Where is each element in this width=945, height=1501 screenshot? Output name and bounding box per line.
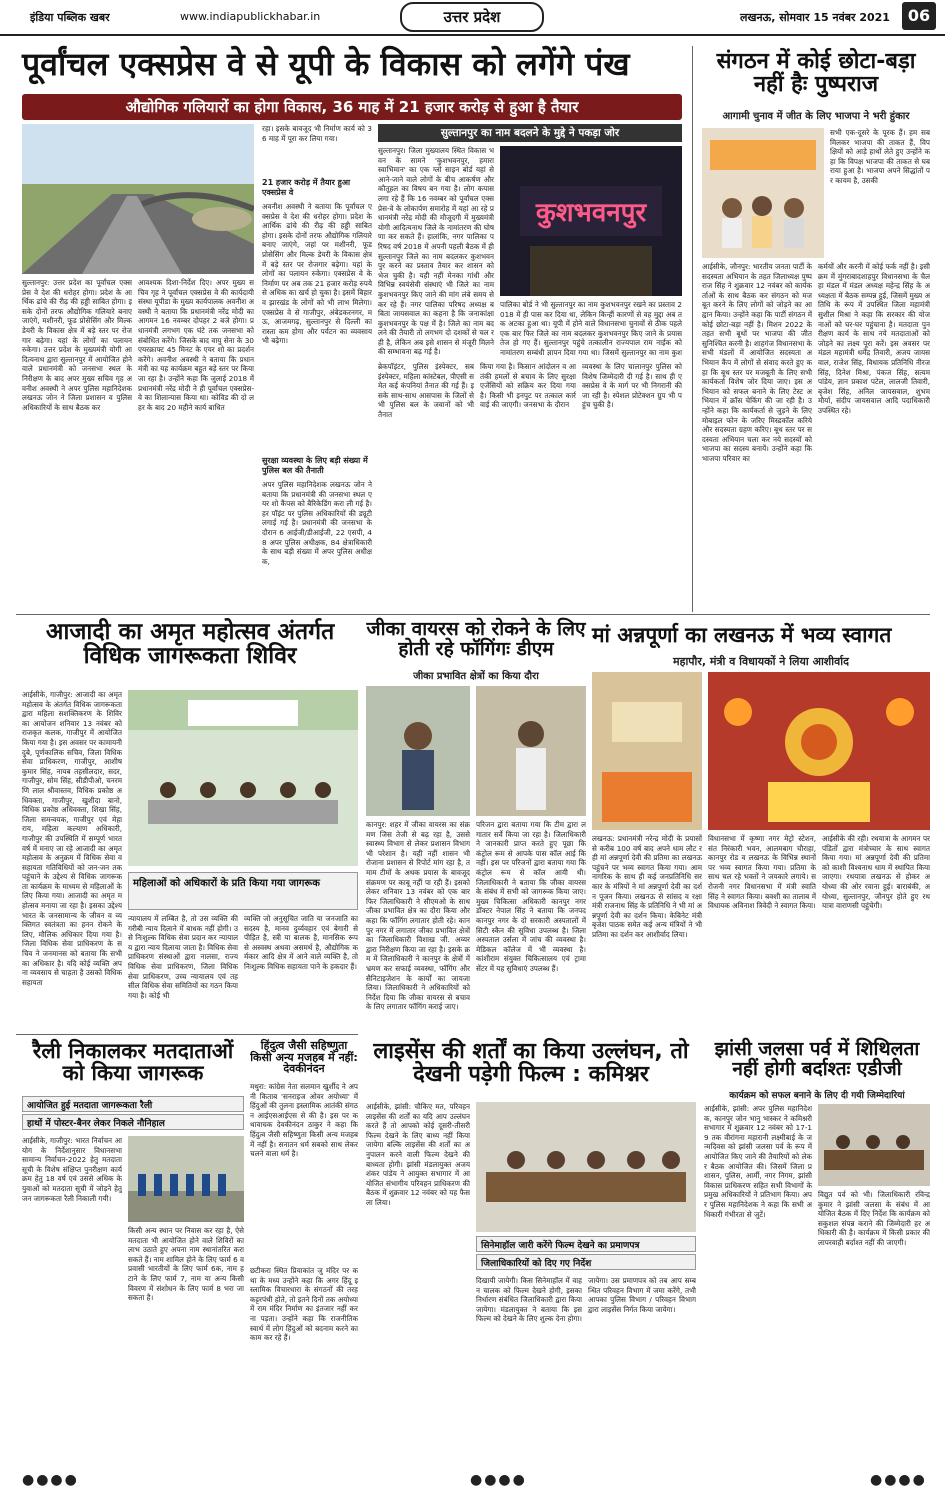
paper-name: इंडिया पब्लिक खबर bbox=[30, 11, 110, 24]
zika-inspection-photo-1 bbox=[366, 686, 470, 816]
story1-subhead2: सुरक्षा व्यवस्था के लिए बड़ी संख्या में पुलिस बल की तैनाती bbox=[262, 456, 368, 475]
masthead-rule bbox=[0, 34, 945, 36]
issue-date: लखनऊ, सोमवार 15 नवंबर 2021 bbox=[740, 11, 890, 24]
story6-col1: लखनऊ: प्रधानमंत्री नरेन्द्र मोदी के प्रयासों से करीब 100 वर्ष बाद अपने धाम लौट रही मां अन्नपूर्णा देवी की प्रतिमा का लखनऊ पहुंचने पर भव्य स्वागत किया गया। आम नागरिक के साथ ही कई जनप्रतिनिधि सरकार के मंत्रियों ने मां अन्नपूर्णा देवी का दर्शन पूजन किया। लखनऊ से सांसद व रक्षा मंत्री राजनाथ सिंह के प्रतिनिधि ने भी मां अन्नपूर्णा देवी का दर्शन किया। केबिनेट मंत्री बृजेश पाठक समेत कई अन्य मंत्रियों ने भी प्रतिमा का दर्शन कर आशीर्वाद लिया। bbox=[592, 834, 702, 939]
story1-headline: पूर्वांचल एक्सप्रेस वे से यूपी के विकास को लगेंगे पंख bbox=[22, 45, 630, 83]
story1-banner: औद्योगिक गलियारों का होगा विकास, 36 माह में 21 हजार करोड़ से हुआ है तैयार bbox=[22, 94, 682, 120]
story8-headline: हिंदुत्व जैसी सहिष्णुता किसी अन्य मजहब में नहीं: देवकीनंदन bbox=[250, 1039, 358, 1076]
story5-subhead: जीका प्रभावित क्षेत्रों का किया दौरा bbox=[413, 671, 539, 682]
story5-col2: परिजन द्वारा बताया गया कि टीम द्वारा लगातार सर्वे किया जा रहा है। जिलाधिकारी ने जानकारी प्राप्त करते हुए पूछा कि कंट्रोल रूम से आपके पास कॉल आई कि नहीं। इस पर परिजनों द्वारा बताया गया कि कंट्रोल रूम से कॉल आयी थी। जिलाधिकारी ने बताया कि जीका वायरस के संबंध में सभी को जागरूक किया जाए। मुख्य चिकित्सा अधिकारी कानपुर नगर डॉक्टर नेपाल सिंह ने बताया कि जनपद कानपुर नगर के दो सरकारी अस्पतालों में सिटी स्कैन की सुविधा उपलब्ध है। जिला अस्पताल उर्सला में जांच की व्यवस्था है। मेडिकल कॉलेज में भी व्यवस्था है। कांशीराम संयुक्त चिकित्सालय एवं ट्रामा सेंटर में यह सुविधाएं उपलब्ध हैं। bbox=[476, 820, 586, 973]
kushbhavanpur-sign-photo bbox=[500, 146, 682, 296]
story2-banner: सुल्तानपुर का नाम बदलने के मुद्दे ने पकड़ा जोर bbox=[378, 124, 682, 142]
story6-headline: मां अन्नपूर्णा का लखनऊ में भव्य स्वागत bbox=[592, 623, 892, 647]
zika-inspection-photo-2 bbox=[476, 686, 586, 816]
story1-col3c: अपर पुलिस महानिदेशक लखनऊ जोन ने बताया कि प्रधानमंत्री की जनसभा स्थल एयर शो कैंपस को बैरिकेडिंग करा ली गई है। हर पॉइंट पर पुलिस अधिकारियों की ड्यूटी लगाई गई है। प्रधानमंत्री की जनसभा के दौरान 6 आईजी/डीआईजी, 22 एसपी, 48 अपर पुलिस अधीक्षक, 84 क्षेत्राधिकारी के साथ बड़ी संख्या में अपर पुलिस अधीक्षक, bbox=[262, 480, 372, 566]
legal-camp-photo bbox=[128, 690, 358, 866]
story7-col2: किसी अन्य स्थान पर निवास कर रहा है, ऐसे मतदाता भी आयोजित होने वाले शिविरों का लाभ उठाते हुए अपना नाम स्थानांतरित करा सकते हैं। नाम शामिल होने के लिए फार्म 6 व प्रवासी भारतीयों के लिए फार्म 6क, नाम हटाने के लिए फार्म 7, नाम या अन्य किसी विवरण में संशोधन के लिए फार्म 8 भरा जा सकता है। bbox=[128, 1226, 244, 1303]
story4-col2: न्यायालय में लम्बित है, तो उस व्यक्ति की गरीबी न्याय दिलाने में बाधक नहीं होगी। उसे निःशुल्क विधिक सेवा प्रदान कर न्यायालय द्वारा न्याय दिलाया जाता है। विधिक सेवा प्राधिकरण संस्थाओं द्वारा नालसा, राज्य विधिक सेवा प्राधिकरण, जिला विधिक सेवा प्राधिकरण, उच्च न्यायालय एवं तहसील विधिक सेवा समितियों का गठन किया गया है। कोई भी bbox=[128, 914, 238, 1000]
story9-col1: आईसीके, झांसी: चौकिए मत, परिवहन लाइसेंस की शर्तों का यदि आप उल्लंघन करते हैं तो आपको कोई दूसरी-तीसरी फिल्म देखने के लिए बाध्य नहीं किया जायेगा बल्कि लाइसेंस की शर्तों का अनुपालन करने वाली फिल्म देखने की बाध्यता होगी। झांसी मंडलायुक्त अजय शंकर पांडेय ने आयुक्त सभागार में आयोजित संभागीय परिवहन प्राधिकरण की बैठक में शुक्रवार 12 नवंबर को यह फैसला लिया। bbox=[366, 1102, 470, 1207]
commissioner-meeting-photo bbox=[476, 1102, 696, 1232]
story7-headline: रैली निकालकर मतदाताओं को किया जागरूक bbox=[32, 1039, 234, 1086]
voter-rally-photo bbox=[128, 1136, 244, 1222]
story9-caption2: जिलाधिकारियों को दिए गए निर्देश bbox=[476, 1254, 696, 1270]
story2-col1: सुल्तानपुर। जिला मुख्यालय स्थित विकास भवन के सामने 'कुशभवनपुर, हमारा स्वाभिमान' का एक ग्लो साइन बोर्ड यहां से आने-जाने वाले लोगों के बीच आकर्षण और कौतूहल का विषय बन गया है। लोग कयास लगा रहे हैं कि 16 नवम्बर को पूर्वांचल एक्सप्रेस-वे के लोकार्पण समारोह में यहां आ रहे प्रधानमंत्री नरेंद्र मोदी की मौजूदगी में मुख्यमंत्री योगी आदित्यनाथ जिले के नामांतरण की घोषणा कर सकते हैं। हालांकि, नगर पालिका परिषद वर्ष 2018 में अपनी पहली बैठक में ही सुल्तानपुर जिले का नाम बदलकर कुशभवनपुर करने का प्रस्ताव तैयार कर शासन को भेज चुकी है। यही नहीं मेनका गांधी और विभिन्न स्वयंसेवी संस्थाएं भी जिले का नाम कुशभवनपुर किए जाने की मांग लंबे समय से कर रहे हैं। नगर पालिका परिषद अध्यक्ष बबिता जायसवाल का कहना है कि जनाकांक्षा कुशभवनपुर के पक्ष में है। जिले का नाम बदलने की तैयारी तो लगभग दो दशकों से चल रही है, लेकिन अब इसे शासन से मंजूरी मिलने की सम्भावना बढ़ गई है। bbox=[378, 146, 494, 357]
story6-col3: आईसीके की रही। रथयात्रा के आगमन पर पंडितों द्वारा मंत्रोच्चार के साथ स्वागत किया गया। मां अन्नपूर्णा देवी की प्रतिमा को काशी विश्वनाथ धाम में स्थापित किया जाएगा। रथयात्रा लखनऊ से होकर अयोध्या की ओर रवाना हुई। बाराबंकी, अयोध्या, सुल्तानपुर, जौनपुर होते हुए रथयात्रा वाराणसी पहुंचेगी। bbox=[822, 834, 930, 911]
footer-dots-right: ●●●● bbox=[870, 1472, 927, 1488]
story10-subhead: कार्यक्रम को सफल बनाने के लिए दी गयी जिम्मेदारियां bbox=[729, 1091, 905, 1101]
story5-headline: जीका वायरस को रोकने के लिए होती रहे फॉगिंगः डीएम bbox=[366, 618, 586, 660]
annapurna-procession-photo bbox=[592, 672, 702, 830]
story7-bullet2: हाथों में पोस्टर-बैनर लेकर निकले नौनिहाल bbox=[22, 1114, 244, 1130]
story4-col1: आईसीके, गाजीपुर: आजादी का अमृत महोत्सव के अंतर्गत विधिक जागरूकता द्वारा महिला सशक्तिकरण के शिविर का आयोजन शनिवार 13 नवंबर को राजकृत कलक, गाजीपुर में आयोजित किया गया है। इस अवसर पर कामायनी दुबे, पूर्णकालिक सचिव, जिला विधिक सेवा प्राधिकरण, गाजीपुर, आशीष कुमार सिंह, नायब तहसीलदार, सदर, गाजीपुर, सोम सिंह, सीडीपीओ, चनरमणि लाल श्रीवास्तव, विधिक प्रकोष्ठ अधिवक्ता, गाजीपुर, खुशीदा बानो, विधिक प्रकोष्ठ अधिवक्ता, शिखा सिंह, जिला समन्वयक, गाजीपुर एवं मेहा राय, महिला कल्याण अधिकारी, गाजीपुर की उपस्थिति में सम्पूर्ण भारतवर्ष में मनाए जा रहे आजादी का अमृत महोत्सव के अनुक्रम में विधिक सेवा व सहायता गतिविधियों को जन-जन तक पहुंचाने के उद्देश्य से विधिक जागरूकता कार्यक्रम के माध्यम से महिलाओं के लिए किया गया। आजादी का अमृत महोत्सव मनाया जा रहा है। इसका उद्देश्य भारत के जनसामान्य के जीवन व व्यक्तिगत स्वतंत्रता का हनन रोकने के लिए, मौलिक अधिकार दिया गया है। जिला विधिक सेवा प्राधिकरण के सचिव ने जनमानस को बताया कि सभी का अधिकार है। यदि कोई व्यक्ति अपना व्यवसाय से चाहता है उसको विधिक सहायता bbox=[22, 690, 122, 987]
story2-col4: किया गया है। किसान आंदोलन व आतंकी हमलों से बचाव के लिए सुरक्षा एजेंसियों को सक्रिय कर दिया गया है। किसी भी इनपुट पर तत्काल कार्रवाई की जाएगी। जनसभा के दौरान bbox=[480, 362, 576, 410]
annapurna-idol-photo bbox=[708, 672, 930, 830]
section-divider bbox=[16, 614, 930, 615]
story1-col2: आवश्यक दिशा-निर्देश दिए। अपर मुख्य सचिव गृह ने पूर्वांचल एक्सप्रेस वे की कार्यदायी संस्था यूपीडा के मुख्य कार्यपालक अवनीश अवस्थी ने बताया कि प्रधानमंत्री नरेंद्र मोदी का आगमन 16 नवम्बर दोपहर 2 बजे होगा। प्रधानमंत्री लगभग एक घंटे तक जनसभा को संबोधित करेंगे। जिसके बाद वायु सेना के 30 एयरक्राफ्ट 45 मिनट के एयर शो का प्रदर्शन करेंगे। अवनीश अवस्थी ने बताया कि प्रधानमंत्री का यह कार्यक्रम बहुत बड़े स्तर पर किया जा रहा है। उन्होंने कहा कि जुलाई 2018 में प्रधानमंत्री नरेंद्र मोदी ने ही पूर्वांचल एक्सप्रेस-वे का शिलान्यास किया था। कोविड की दो लहर के बाद 20 महीने कार्य बाधित bbox=[138, 278, 254, 412]
column-divider bbox=[692, 46, 693, 612]
story9-headline: लाइसेंस की शर्तों का किया उल्लंघन, तो देखनी पड़ेगी फिल्म : कमिश्नर bbox=[373, 1039, 689, 1088]
story1-subhead1: 21 हजार करोड़ में तैयार हुआ एक्सप्रेस वे bbox=[262, 178, 351, 197]
story5-col1: कानपुर: शहर में जीका वायरस का संक्रमण जिस तेजी से बढ़ रहा है, उससे स्वास्थ्य विभाग से लेकर प्रशासन विभाग भी परेशान है। यही नहीं शासन भी रोजाना प्रशासन से रिपोर्ट मांग रहा है, तमाम टीमों के अथक प्रयास के बावजूद संक्रमण पर काबू नहीं पा रही हैं। इसको लेकर शनिवार 13 नवंबर को एक बार फिर जिलाधिकारी ने सीएमओ के साथ जीका प्रभावित क्षेत्र का दौरा किया और कहा कि फॉगिंग लगातार होती रहे। कानपुर नगर में लगातार जीका प्रभावित क्षेत्रों का जिलाधिकारी विशाख जी. अय्यर द्वारा निरीक्षण किया जा रहा है। इसके क्रम में जिलाधिकारी ने कानपुर के क्षेत्रों में भ्रमण कर सफाई व्यवस्था, फॉगिंग और सैनिटाइजेशन के कार्यों का जायजा लिया। जिलाधिकारी ने अधिकारियों को निर्देश दिया कि जीका वायरस से बचाव के लिए लगातार फॉगिंग कराई जाए। bbox=[366, 820, 470, 1012]
story10-col2: विद्युत पर्व को भी। जिलाधिकारी रविन्द्र कुमार ने झांसी जलसा के संबंध में आयोजित बैठक में दिए निर्देश कि कार्यक्रम को सकुशल संपन्न कराने की जिम्मेदारी हर अधिकारी की है। कार्यक्रम में किसी प्रकार की लापरवाही बर्दाश्त नहीं की जाएगी। bbox=[818, 1190, 930, 1247]
story2-col3: ब्रेकपॉइंटर, पुलिस इंस्पेक्टर, सब इंस्पेक्टर, महिला कांस्टेबल, पीएसी समेत कई कंपनियां तैनात की गई हैं। इसके साथ-साथ आसपास के जिलों से भी पुलिस बल के जवानों को भी तैनात bbox=[378, 362, 474, 419]
story3-col1: आईसीके, जौनपुर: भारतीय जनता पार्टी के सदस्यता अभियान के तहत जिलाध्यक्ष पुष्पराज सिंह ने शुक्रवार 12 नवंबर को कार्यकर्ताओं के साथ बैठक कर संगठन को मजबूत करने के लिए लोगों को जोड़ने का आह्वान किया। उन्होंने कहा कि पार्टी संगठन में कोई छोटा-बड़ा नहीं है। मिशन 2022 के तहत सभी बूथों पर भाजपा की जीत सुनिश्चित करनी है। शाहगंज विधानसभा के सभी मंडलों में आयोजित सदस्यता अभियान कैंप में लोगों से संवाद करते हुए कहा कि बूथ स्तर पर मजबूती के लिए सभी कार्यकर्ता विशेष जोर दिया जाए। इस अभियान को सफल बनाने के लिए टेस्ट अभियान में क्रॉस चेकिंग की जा रही है। उन्होंने कहा कि कार्यकर्ता से जुड़ने के लिए मोबाइल फोन के जरिए मिस्डकॉल करिये और सदस्यता ग्रहण करिए। बूथ स्तर पर सदस्यता अभियान चला कर नये सदस्यों को भाजपा का सदस्य बनायें। उन्होंने कहा कि भाजपा परिवार का bbox=[702, 262, 812, 463]
footer-dots-center: ●●●● bbox=[470, 1472, 527, 1488]
story4-headline: आजादी का अमृत महोत्सव अंतर्गत विधिक जागरूकता शिविर bbox=[45, 619, 335, 670]
story1-col3a: रहा। इसके बावजूद भी निर्माण कार्य को 36 माह में पूरा कर लिया गया। bbox=[262, 124, 372, 143]
story6-subhead: महापौर, मंत्री व विधायकों ने लिया आशीर्वाद bbox=[673, 655, 849, 668]
story7-col1: आईसीके, गाजीपुर: भारत निर्वाचन आयोग के निर्देशानुसार विधानसभा सामान्य निर्वाचन-2022 हेतु मतदाता सूची के विशेष संक्षिप्त पुनरीक्षण कार्यक्रम हेतु 18 वर्ष एवं उससे अधिक के युवाओं को मतदाता सूची में जोड़ने हेतु जन जागरूकता रैली निकाली गयी। bbox=[22, 1136, 122, 1203]
story6-col2: विधानसभा में कृष्णा नगर मेट्रो स्टेशन, संत निरंकारी भवन, आलमबाग चौराहा, कानपुर रोड व लखनऊ के विभिन्न स्थानों पर भव्य स्वागत किया गया। प्रतिमा के साथ चल रहे भक्तों ने जयकारे लगाये। सरोजनी नगर विधानसभा में मंत्री स्वाति सिंह ने स्वागत किया। बक्शी का तालाब में विधायक अविनाश त्रिवेदी ने स्वागत किया। bbox=[708, 834, 816, 911]
story3-col2: कर्मयों और करनी में कोई फर्क नहीं है। इसी क्रम में मुंगराबादशाहपुर विधानसभा के चैलहा मंडल में मंडल अध्यक्ष महेन्द्र सिंह के अध्यक्षता में बैठक सम्पन्न हुई, जिसमें मुख्य अतिथि के रूप में उपस्थित जिला महामंत्री सुशील मिश्रा ने कहा कि सरकार की योजनाओं को घर-घर पहुंचाना है। मतदाता पुनरीक्षण कार्य के साथ नये मतदाताओं को जोड़ने का लक्ष्य पूरा करें। इस अवसर पर मंडल महामंत्री धर्मेंद्र तिवारी, अजय जायसवाल, राजेश सिंह, विधायक प्रतिनिधि नीरज सिंह, दिनेश मिश्रा, पंकज सिंह, सत्यम पांडेय, ज्ञान प्रकाश पटेल, लालजी तिवारी, बृजेश सिंह, अनिल जायसवाल, शुभम मौर्या, संदीप जायसवाल आदि पदाधिकारी उपस्थित रहे। bbox=[818, 262, 930, 415]
sign-text: कुशभवनपुर bbox=[535, 198, 647, 228]
story2-col5: व्यवस्था के लिए चालानपुर पुलिस को विशेष जिम्मेदारी दी गई है। साथ ही एक्सप्रेस वे के मार्ग पर भी निगरानी की जा रही है। स्पेशल प्रोटेक्शन ग्रुप भी पहुंच चुकी है। bbox=[582, 362, 682, 410]
story4-col3: व्यक्ति जो अनुसूचित जाति या जनजाति का सदस्य है, मानव दुर्व्यवहार एवं बेगारी से पीड़ित है, स्त्री या बालक है, मानसिक रूप से अस्वस्थ अथवा असमर्थ है, औद्योगिक कर्मकार आदि क्षेत्र में आने वाले व्यक्ति है, तो निःशुल्क विधिक सहायता पाने के हकदार हैं। bbox=[244, 914, 358, 971]
section-divider-left bbox=[16, 1034, 358, 1035]
website-link[interactable]: www.indiapublickhabar.in bbox=[180, 10, 321, 23]
story1-col1: सुल्तानपुर: उत्तर प्रदेश का पूर्वांचल एक्सप्रेस वे देश की धरोहर होगा। प्रदेश के आर्थिक ढांचे की रीढ़ की हड्डी साबित होगा। इसके दोनों तरफ औद्योगिक गलियारे बनाए जाएंगे, मशीनरी, फूड प्रोसेसिंग और मिल्क डेयरी के विकास क्षेत्र में बड़े स्तर पर रोजगार बढ़ेगा। यहां के लोगों का पलायन रुकेगा। उत्तर प्रदेश के मुख्यमंत्री योगी आदित्यनाथ द्वारा सुल्तानपुर में आयोजित होने वाले प्रधानमंत्री को जनसभा स्थल के निरीक्षण के बाद अपर मुख्य सचिव गृह अवनीश अवस्थी ने अपर पुलिस महानिदेशक लखनऊ जोन ने जिला प्रशासन व पुलिस अधिकारियों के साथ बैठक कर bbox=[22, 278, 132, 412]
story8-col1: मथुरा: कांग्रेस नेता सलमान खुर्शीद ने अपनी किताब 'सनराइज ओवर अयोध्या' में हिंदुओं की तुलना इस्लामिक आतंकी संगठन आईएसआईएस से की है। इस पर कथावाचक देवकीनंदन ठाकुर ने कहा कि हिंदुत्व जैसी सहिष्णुता किसी अन्य मजहब में नहीं है। सनातन धर्म सबको साथ लेकर चलने वाला धर्म है। bbox=[250, 1082, 358, 1159]
jhansi-meeting-photo bbox=[818, 1104, 930, 1186]
story10-headline: झांसी जलसा पर्व में शिथिलता नहीं होगी बर्दाश्तः एडीजी bbox=[714, 1038, 920, 1080]
story9-col2: दिखायी जायेगी। किस सिनेमाहॉल में वाहन चालक को फिल्म देखने होगी, इसका निर्धारण संबंधित जिलाधिकारी द्वारा किया जायेगा। मंडलायुक्त ने बताया कि इस फिल्म को देखने के लिए शुल्क देना होगा। bbox=[476, 1276, 582, 1324]
story3-col-top: सभी एक-दूसरे के पूरक हैं। हम सब मिलकर भाजपा की ताकत हैं, विपक्षियों को आड़े हाथों लेते हुए उन्होंने कहा कि विपक्ष भाजपा की ताकत से घबराया हुआ है। भाजपा अपने सिद्धांतों पर कायम है, उसकी bbox=[830, 128, 930, 185]
story1-col3b: अवनीश अवस्थी ने बताया कि पूर्वांचल एक्सप्रेस वे देश की धरोहर होगा। प्रदेश के आर्थिक ढांचे की रीढ़ की हड्डी साबित होगा। इसके दोनों तरफ औद्योगिक गलियारे बनाए जाएंगे, जहां पर मशीनरी, फूड प्रोसेसिंग और मिल्क डेयरी के विकास क्षेत्र में बड़े स्तर पर रोजगार बढ़ेगा। यहां के लोगों का पलायन रुकेगा। एक्सप्रेस वे के निर्माण पर अब तक 21 हजार करोड़ रुपये से अधिक का खर्च हो चुका है। इसमें बिहार व झारखंड के लोगों को भी लाभ मिलेगा। एक्सप्रेस वे से गाजीपुर, अंबेडकरनगर, मऊ, आजमगढ़, सुल्तानपुर से दिल्ली का रास्ता कम होगा और पर्यटन का व्यवसाय भी बढ़ेगा। bbox=[262, 202, 372, 346]
story10-col1: आईसीके, झांसी: अपर पुलिस महानिदेशक, कानपुर जोन भानु भास्कर ने कमिश्नरी सभागार में शुक्रवार 12 नवंबर को 17-19 तक वीरांगना महारानी लक्ष्मीबाई के जन्मदिवस को झांसी जलसा पर्व के रूप में आयोजित किए जाने की तैयारियों को लेकर बैठक आयोजित की। जिसमें जिला प्रशासन, पुलिस, आर्मी, नगर निगम, झांसी विकास प्राधिकरण सहित सभी विभागों के प्रमुख अधिकारियों ने प्रतिभाग किया। अपर पुलिस महानिदेशक ने कहा कि सभी अधिकारी गंभीरता से जुटें। bbox=[704, 1104, 812, 1219]
story3-subhead: आगामी चुनाव में जीत के लिए भाजपा ने भरी हुंकार bbox=[722, 111, 910, 122]
story4-caption: महिलाओं को अधिकारों के प्रति किया गया जागरूक bbox=[128, 872, 358, 910]
bjp-meeting-photo bbox=[702, 128, 824, 258]
story2-col2: पालिका बोर्ड ने भी सुल्तानपुर का नाम कुशभवनपुर रखने का प्रस्ताव 2018 में ही पास कर दिया था, लेकिन किन्हीं कारणों से वह मुद्दा अब तक अटका हुआ था। यूपी में होने वाले विधानसभा चुनावों से ठीक पहले एक बार फिर जिले का नाम बदलकर कुशभवनपुर किए जाने के प्रयास तेज हो गए हैं। सुल्तानपुर पहुंचे तत्कालीन राज्यपाल राम नाईक को नामांतरण सम्बंधी ज्ञापन दिया गया था। जिसमें सुल्तानपुर का नाम कुश bbox=[500, 300, 682, 357]
story7-bullet1: आयोजित हुई मतदाता जागरूकता रैली bbox=[22, 1096, 244, 1112]
page-number: 06 bbox=[902, 2, 936, 30]
expressway-photo bbox=[22, 124, 254, 274]
story3-headline: संगठन में कोई छोटा-बड़ा नहीं हैः पुष्पराज bbox=[716, 49, 916, 98]
footer-dots-left: ●●●● bbox=[22, 1472, 79, 1488]
story9-col3: जायेगा। उस प्रमाणपत्र को तब आप सम्बन्धित परिवहन विभाग में जमा करेंगे, तभी आपका पुलिस विभाग / परिवहन विभाग द्वारा लाइसेंस निर्गत किया जायेगा। bbox=[588, 1276, 696, 1314]
story8-col2: छटीकरा स्थित प्रियाकांत जु मंदिर पर कथा के मध्य उन्होंने कहा कि अगर हिंदू इस्लामिक विचारधारा के संगठनों की तरह कट्टरपंथी होते, तो इतने दिनों तक अयोध्या में राम मंदिर निर्माण का इंतजार नहीं करना पड़ता। उन्होंने कहा कि राजनीतिक स्वार्थ में लोग हिंदुओं को बदनाम करने का काम कर रहे हैं। bbox=[250, 1266, 358, 1343]
story9-caption1: सिनेमाहॉल जारी करेंगे फिल्म देखने का प्रमाणपत्र bbox=[476, 1236, 696, 1252]
section-label: उत्तर प्रदेश bbox=[400, 2, 544, 32]
